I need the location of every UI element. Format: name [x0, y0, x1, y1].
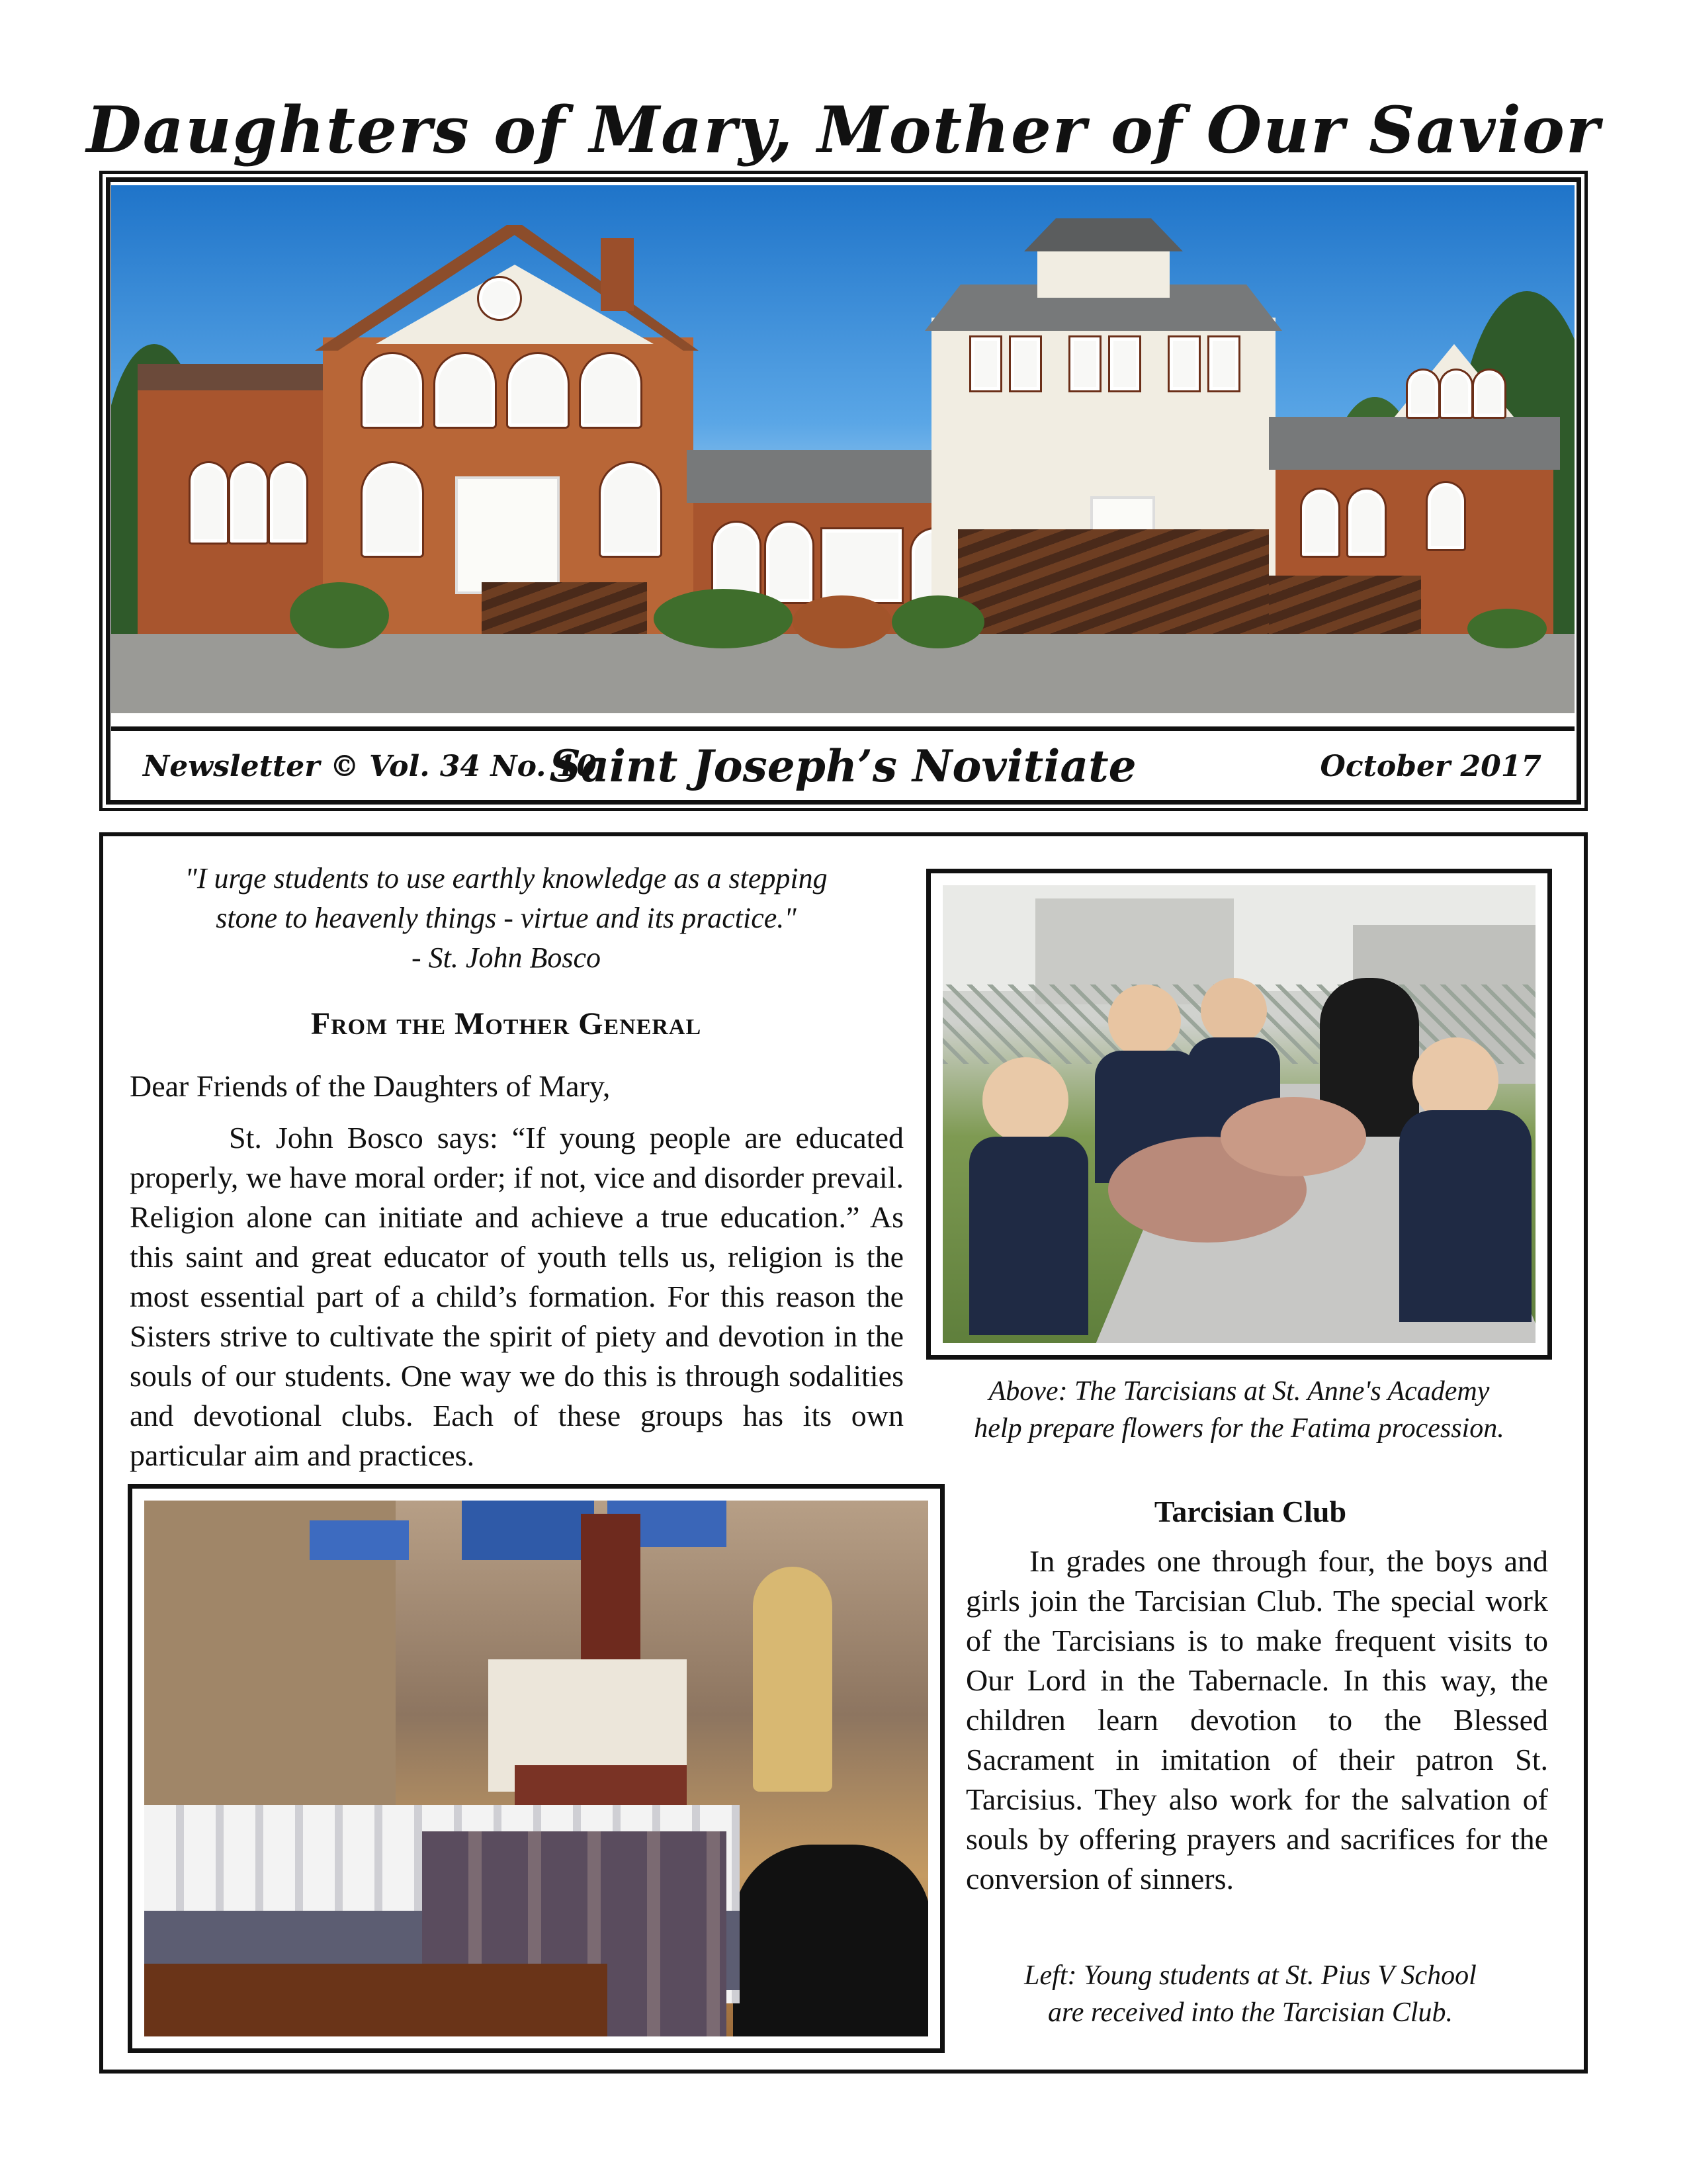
quote-attribution: - St. John Bosco: [411, 941, 601, 974]
banner-bar: [111, 726, 1575, 799]
tarcisian-club-heading: Tarcisian Club: [1154, 1495, 1347, 1528]
article-body: [130, 1118, 904, 1475]
flowers-caption-line-1: Above: The Tarcisians at St. Anne's Academy: [988, 1376, 1490, 1407]
article-heading: From the Mother General: [310, 1006, 702, 1041]
bosco-quote: [126, 859, 887, 978]
chapel-photo-caption: [953, 1957, 1548, 2031]
tarcisian-club-body-text: In grades one through four, the boys and girls join the Tarcisian Club. The special work of the Tarcisians is to make frequent visits to Our Lord in the Tabernacle. In this way, the children learn devotion to the Blessed Sacrament in imitation of their patron St. Tarcisius. They also work for the salvation of souls by offering prayers and sacrifices for the conversion of sinners.: [966, 1544, 1548, 1896]
chapel-caption-line-1: Left: Young students at St. Pius V School: [1024, 1960, 1477, 1991]
chapel-caption-line-2: are received into the Tarcisian Club.: [1047, 1997, 1453, 2028]
building-photo: [111, 185, 1575, 713]
masthead-title: Daughters of Mary, Mother of Our Savior: [86, 93, 1601, 167]
flowers-caption-line-2: help prepare flowers for the Fatima procession.: [974, 1413, 1504, 1444]
tarcisian-club-body: [966, 1542, 1548, 1899]
newsletter-volume: Newsletter © Vol. 34 No. 10: [143, 750, 597, 783]
flowers-photo-caption: [926, 1373, 1552, 1447]
quote-line-1: "I urge students to use earthly knowledge as a stepping: [185, 862, 828, 895]
salutation: Dear Friends of the Daughters of Mary,: [130, 1069, 611, 1103]
quote-line-2: stone to heavenly things - virtue and its practice.": [216, 902, 797, 934]
article-body-text: St. John Bosco says: “If young people are educated properly, we have moral order; if not, vice and disorder prevail. Religion alone can initiate and achieve a true education.” As this saint and great educator of youth tells us, religion is the most essential part of a child’s formation. For this reason the Sisters strive to cultivate the spirit of piety and devotion in the souls of our students. One way we do this is through sodalities and devotional clubs. Each of these groups has its own particular aim and practices.: [130, 1121, 904, 1472]
newsletter-date: October 2017: [1320, 750, 1541, 783]
chapel-photo: [128, 1484, 945, 2053]
banner-title: Saint Joseph’s Novitiate: [549, 740, 1137, 792]
flowers-photo: [926, 869, 1552, 1360]
